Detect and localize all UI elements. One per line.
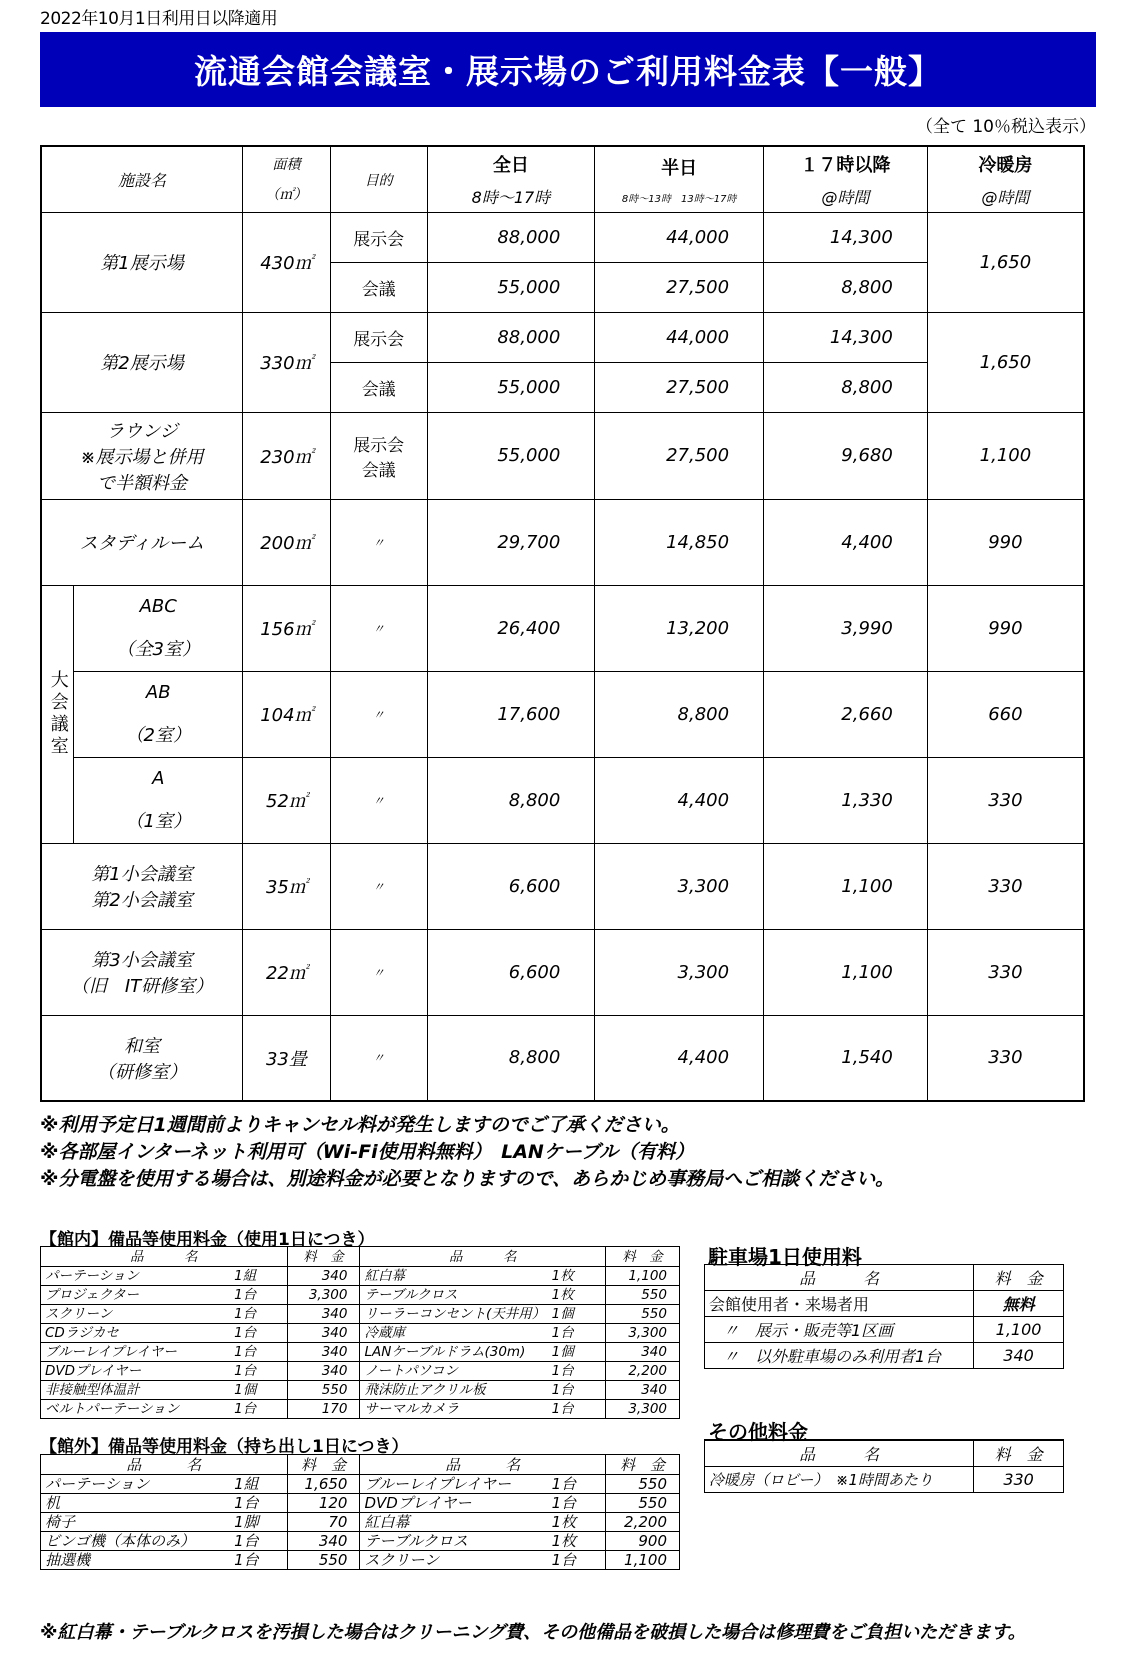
- item-name: パーテーション: [41, 1475, 231, 1494]
- outside-equipment-table: [40, 1454, 680, 1570]
- col-price: 料 金: [974, 1265, 1064, 1291]
- item-unit: 1組: [230, 1475, 287, 1494]
- equipment-header: [41, 1455, 680, 1475]
- col-item-name: 品 名: [705, 1440, 974, 1467]
- purpose-ditto: 〃: [330, 757, 427, 843]
- table-row: [41, 929, 1084, 1015]
- half-day-fee: 27,500: [595, 412, 764, 499]
- note-internet: ※各部屋インターネット利用可（Wi-Fi使用料無料） LANケーブル（有料）: [40, 1141, 695, 1163]
- col-price: 料 金: [287, 1455, 360, 1475]
- table-row: [41, 1305, 680, 1324]
- header-aircon: 冷暖房 @時間: [927, 146, 1084, 212]
- half-day-fee: 44,000: [595, 212, 764, 262]
- effective-date: 2022年10月1日利用日以降適用: [40, 9, 278, 29]
- item-unit: 1枚: [548, 1513, 606, 1532]
- item-price: 3,300: [287, 1286, 360, 1305]
- header-after17: １７時以降 @時間: [764, 146, 928, 212]
- item-name: 抽選機: [41, 1551, 231, 1570]
- aircon-fee: 990: [927, 499, 1084, 585]
- header-purpose: 目的: [330, 146, 427, 212]
- col-price: 料 金: [287, 1247, 360, 1267]
- aircon-fee: 330: [927, 843, 1084, 929]
- tax-note: （全て 10％税込表示）: [915, 117, 1096, 137]
- table-row: [41, 1015, 1084, 1101]
- table-row: [41, 1475, 680, 1494]
- item-price: 1,650: [287, 1475, 360, 1494]
- item-price: 70: [287, 1513, 360, 1532]
- item-name: 非接触型体温計: [41, 1381, 231, 1400]
- area: 35㎡: [243, 843, 331, 929]
- aircon-fee: 1,100: [927, 412, 1084, 499]
- after17-fee: 1,540: [764, 1015, 928, 1101]
- col-item-name: 品 名: [705, 1265, 974, 1291]
- table-row: [705, 1343, 1064, 1369]
- item-name: サーマルカメラ: [360, 1400, 548, 1419]
- item-unit: 1台: [548, 1362, 606, 1381]
- item-name: パーテーション: [41, 1267, 231, 1286]
- item-name: テーブルクロス: [360, 1286, 548, 1305]
- table-row: [41, 585, 1084, 671]
- col-price: 料 金: [974, 1440, 1064, 1467]
- full-day-fee: 6,600: [427, 843, 595, 929]
- purpose-ditto: 〃: [330, 929, 427, 1015]
- table-row: [41, 1551, 680, 1570]
- table-row: [41, 1286, 680, 1305]
- full-day-fee: 6,600: [427, 929, 595, 1015]
- half-day-fee: 27,500: [595, 262, 764, 312]
- item-name: DVDプレイヤー: [41, 1362, 231, 1381]
- after17-fee: 14,300: [764, 312, 928, 362]
- header-full-day: 全日 8時～17時: [427, 146, 595, 212]
- area: 330㎡: [243, 312, 331, 412]
- purpose-ditto: 〃: [330, 585, 427, 671]
- item-name: 〃 展示・販売等1区画: [705, 1317, 974, 1343]
- table-row: [41, 1362, 680, 1381]
- col-price: 料 金: [606, 1455, 680, 1475]
- item-unit: 1台: [548, 1324, 606, 1343]
- item-price: 340: [287, 1324, 360, 1343]
- item-unit: 1台: [548, 1400, 606, 1419]
- after17-fee: 1,330: [764, 757, 928, 843]
- facility-name: A （1室）: [74, 757, 243, 843]
- item-name: 椅子: [41, 1513, 231, 1532]
- col-item-name: 品 名: [41, 1455, 288, 1475]
- item-unit: 1枚: [548, 1267, 606, 1286]
- table-row: [41, 671, 1084, 757]
- half-day-fee: 8,800: [595, 671, 764, 757]
- table-row: [41, 499, 1084, 585]
- item-unit: 1台: [230, 1362, 287, 1381]
- item-unit: 1台: [548, 1475, 606, 1494]
- half-day-fee: 14,850: [595, 499, 764, 585]
- item-price: 550: [606, 1494, 680, 1513]
- full-day-fee: 17,600: [427, 671, 595, 757]
- area: 430㎡: [243, 212, 331, 312]
- after17-fee: 8,800: [764, 262, 928, 312]
- item-name: 冷暖房（ロビー） ※1時間あたり: [705, 1467, 974, 1493]
- item-price: 1,100: [606, 1551, 680, 1570]
- item-price: 340: [287, 1305, 360, 1324]
- item-unit: 1脚: [230, 1513, 287, 1532]
- half-day-fee: 4,400: [595, 1015, 764, 1101]
- item-price: 340: [287, 1362, 360, 1381]
- item-price: 340: [974, 1343, 1064, 1369]
- item-price: 550: [287, 1551, 360, 1570]
- aircon-fee: 330: [927, 929, 1084, 1015]
- item-name: 〃 以外駐車場のみ利用者1台: [705, 1343, 974, 1369]
- item-name: 紅白幕: [360, 1267, 548, 1286]
- after17-fee: 8,800: [764, 362, 928, 412]
- item-price: 3,300: [606, 1400, 680, 1419]
- item-price: 3,300: [606, 1324, 680, 1343]
- item-price: 2,200: [606, 1513, 680, 1532]
- facility-name: ラウンジ ※展示場と併用 で半額料金: [41, 412, 243, 499]
- facility-name: スタディルーム: [41, 499, 243, 585]
- purpose-ditto: 〃: [330, 671, 427, 757]
- header-facility: 施設名: [41, 146, 243, 212]
- full-day-fee: 88,000: [427, 212, 595, 262]
- facility-name: 第2展示場: [41, 312, 243, 412]
- item-name: 飛沫防止アクリル板: [360, 1381, 548, 1400]
- item-unit: 1台: [548, 1551, 606, 1570]
- parking-header: [705, 1265, 1064, 1291]
- table-row: [41, 757, 1084, 843]
- parking-fee-table: [704, 1264, 1064, 1369]
- item-price: 1,100: [606, 1267, 680, 1286]
- item-unit: 1台: [548, 1494, 606, 1513]
- after17-fee: 4,400: [764, 499, 928, 585]
- note-power: ※分電盤を使用する場合は、別途料金が必要となりますので、あらかじめ事務局へご相談ください。: [40, 1168, 895, 1190]
- purpose: 会議: [330, 262, 427, 312]
- purpose-ditto: 〃: [330, 499, 427, 585]
- item-name: 会館使用者・来場者用: [705, 1291, 974, 1317]
- item-name: ブルーレイプレイヤー: [41, 1343, 231, 1362]
- item-name: 冷蔵庫: [360, 1324, 548, 1343]
- half-day-fee: 13,200: [595, 585, 764, 671]
- item-name: 机: [41, 1494, 231, 1513]
- page-title: 流通会館会議室・展示場のご利用料金表【一般】: [40, 32, 1096, 107]
- item-price: 550: [606, 1305, 680, 1324]
- item-price: 340: [287, 1267, 360, 1286]
- item-unit: 1個: [548, 1343, 606, 1362]
- item-name: CDラジカセ: [41, 1324, 231, 1343]
- item-name: LANケーブルドラム(30m): [360, 1343, 548, 1362]
- purpose-ditto: 〃: [330, 843, 427, 929]
- area: 22㎡: [243, 929, 331, 1015]
- item-unit: 1個: [548, 1305, 606, 1324]
- item-name: スクリーン: [360, 1551, 548, 1570]
- item-price: 550: [287, 1381, 360, 1400]
- table-row: [41, 212, 1084, 262]
- item-price: 120: [287, 1494, 360, 1513]
- item-unit: 1台: [230, 1305, 287, 1324]
- item-unit: 1個: [230, 1381, 287, 1400]
- notes: [40, 1112, 894, 1193]
- after17-fee: 14,300: [764, 212, 928, 262]
- item-unit: 1台: [230, 1400, 287, 1419]
- half-day-fee: 4,400: [595, 757, 764, 843]
- facility-name: 和室 （研修室）: [41, 1015, 243, 1101]
- item-unit: 1台: [230, 1286, 287, 1305]
- item-price: 1,100: [974, 1317, 1064, 1343]
- item-name: テーブルクロス: [360, 1532, 548, 1551]
- full-day-fee: 8,800: [427, 757, 595, 843]
- item-name: ベルトパーテーション: [41, 1400, 231, 1419]
- other-fees-title: その他料金: [708, 1420, 808, 1444]
- item-name: ブルーレイプレイヤー: [360, 1475, 548, 1494]
- item-price: 340: [606, 1343, 680, 1362]
- facility-name: ABC （全3室）: [74, 585, 243, 671]
- full-day-fee: 88,000: [427, 312, 595, 362]
- header-half-day: 半日 8時～13時 13時～17時: [595, 146, 764, 212]
- table-row: [41, 1494, 680, 1513]
- item-price: 340: [287, 1343, 360, 1362]
- item-price: 170: [287, 1400, 360, 1419]
- area: 200㎡: [243, 499, 331, 585]
- item-price: 330: [974, 1467, 1064, 1493]
- area: 104㎡: [243, 671, 331, 757]
- item-price: 900: [606, 1532, 680, 1551]
- table-row: [41, 1532, 680, 1551]
- item-unit: 1台: [230, 1324, 287, 1343]
- full-day-fee: 55,000: [427, 362, 595, 412]
- equipment-header: [41, 1247, 680, 1267]
- item-unit: 1組: [230, 1267, 287, 1286]
- item-unit: 1枚: [548, 1532, 606, 1551]
- item-price: 340: [287, 1532, 360, 1551]
- after17-fee: 9,680: [764, 412, 928, 499]
- col-item-name: 品 名: [41, 1247, 288, 1267]
- item-unit: 1台: [230, 1494, 287, 1513]
- purpose-ditto: 〃: [330, 1015, 427, 1101]
- half-day-fee: 27,500: [595, 362, 764, 412]
- table-row: [41, 843, 1084, 929]
- full-day-fee: 55,000: [427, 412, 595, 499]
- table-row: [705, 1291, 1064, 1317]
- full-day-fee: 29,700: [427, 499, 595, 585]
- table-row: [705, 1317, 1064, 1343]
- header-row: [41, 146, 1084, 212]
- item-name: スクリーン: [41, 1305, 231, 1324]
- item-price: 340: [606, 1381, 680, 1400]
- col-price: 料 金: [606, 1247, 680, 1267]
- item-unit: 1台: [548, 1381, 606, 1400]
- note-cancellation: ※利用予定日1週間前よりキャンセル料が発生しますのでご了承ください。: [40, 1114, 680, 1136]
- purpose: 展示会 会議: [330, 412, 427, 499]
- facility-name: 第1展示場: [41, 212, 243, 312]
- header-area: 面積 （㎡）: [243, 146, 331, 212]
- item-price: 無料: [974, 1291, 1064, 1317]
- item-unit: 1台: [230, 1343, 287, 1362]
- table-row: [41, 1343, 680, 1362]
- area: 33畳: [243, 1015, 331, 1101]
- item-price: 550: [606, 1286, 680, 1305]
- aircon-fee: 990: [927, 585, 1084, 671]
- table-row: [41, 1400, 680, 1419]
- purpose: 展示会: [330, 312, 427, 362]
- other-fee-table: [704, 1439, 1064, 1493]
- item-name: リーラーコンセント(天井用）: [360, 1305, 548, 1324]
- table-row: [705, 1467, 1064, 1493]
- full-day-fee: 26,400: [427, 585, 595, 671]
- inhouse-equipment-table: [40, 1246, 680, 1419]
- purpose: 会議: [330, 362, 427, 412]
- aircon-fee: 330: [927, 757, 1084, 843]
- parking-title: 駐車場1日使用料: [708, 1245, 862, 1269]
- after17-fee: 2,660: [764, 671, 928, 757]
- half-day-fee: 44,000: [595, 312, 764, 362]
- table-row: [41, 312, 1084, 362]
- half-day-fee: 3,300: [595, 929, 764, 1015]
- item-unit: 1台: [230, 1532, 287, 1551]
- facility-name: AB （2室）: [74, 671, 243, 757]
- area: 52㎡: [243, 757, 331, 843]
- table-row: [41, 1513, 680, 1532]
- item-unit: 1台: [230, 1551, 287, 1570]
- room-fee-table: [40, 145, 1085, 1102]
- area: 230㎡: [243, 412, 331, 499]
- item-name: DVDプレイヤー: [360, 1494, 548, 1513]
- item-name: ノートパソコン: [360, 1362, 548, 1381]
- col-item-name: 品 名: [360, 1247, 606, 1267]
- half-day-fee: 3,300: [595, 843, 764, 929]
- table-row: [41, 1381, 680, 1400]
- aircon-fee: 1,650: [927, 312, 1084, 412]
- table-row: [41, 412, 1084, 499]
- item-name: プロジェクター: [41, 1286, 231, 1305]
- after17-fee: 3,990: [764, 585, 928, 671]
- item-unit: 1枚: [548, 1286, 606, 1305]
- item-name: 紅白幕: [360, 1513, 548, 1532]
- outside-title: 【館外】備品等使用料金（持ち出し1日につき）: [40, 1437, 409, 1457]
- after17-fee: 1,100: [764, 843, 928, 929]
- full-day-fee: 8,800: [427, 1015, 595, 1101]
- aircon-fee: 660: [927, 671, 1084, 757]
- other-header: [705, 1440, 1064, 1467]
- col-item-name: 品 名: [360, 1455, 606, 1475]
- purpose: 展示会: [330, 212, 427, 262]
- after17-fee: 1,100: [764, 929, 928, 1015]
- aircon-fee: 1,650: [927, 212, 1084, 312]
- aircon-fee: 330: [927, 1015, 1084, 1101]
- footer-note: ※紅白幕・テーブルクロスを汚損した場合はクリーニング費、その他備品を破損した場合は修理費をご負担いただきます。: [40, 1622, 1026, 1643]
- group-label: 大会議室: [41, 585, 74, 843]
- table-row: [41, 1324, 680, 1343]
- facility-name: 第1小会議室 第2小会議室: [41, 843, 243, 929]
- full-day-fee: 55,000: [427, 262, 595, 312]
- item-name: ビンゴ機（本体のみ）: [41, 1532, 231, 1551]
- table-row: [41, 1267, 680, 1286]
- item-price: 2,200: [606, 1362, 680, 1381]
- area: 156㎡: [243, 585, 331, 671]
- item-price: 550: [606, 1475, 680, 1494]
- facility-name: 第3小会議室 （旧 IT研修室）: [41, 929, 243, 1015]
- inhouse-title: 【館内】備品等使用料金（使用1日につき）: [40, 1230, 375, 1250]
